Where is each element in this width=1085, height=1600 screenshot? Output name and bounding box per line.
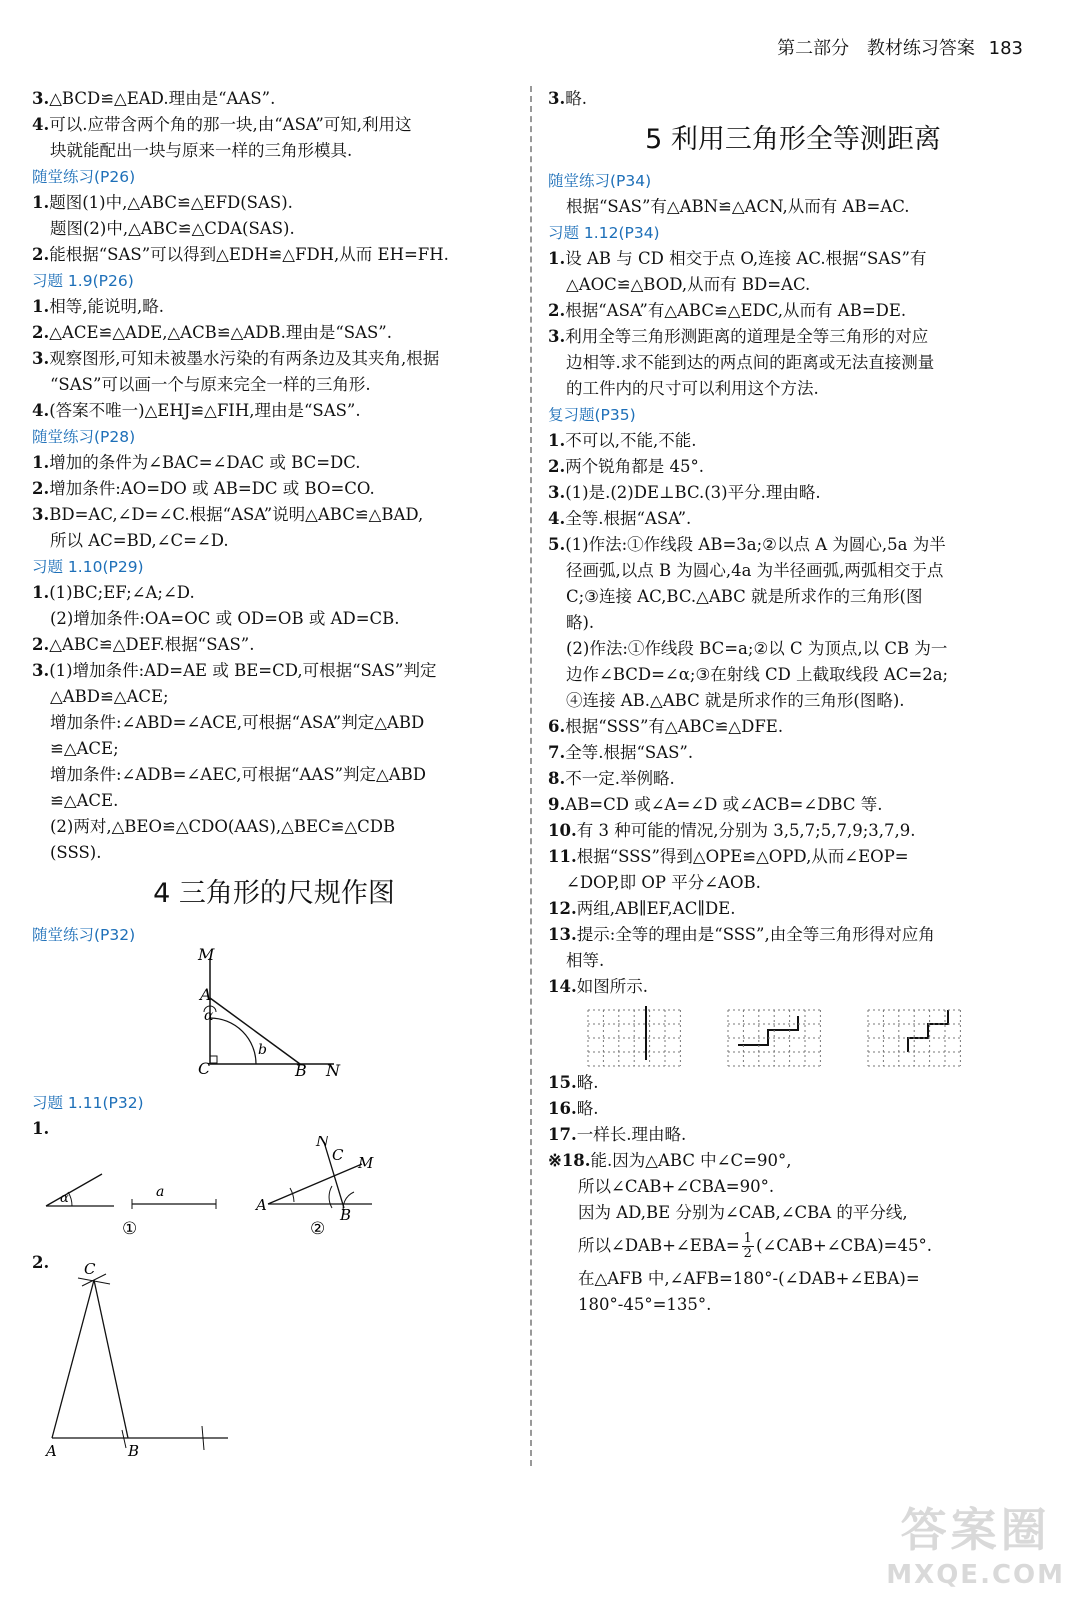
item-text: (1)BC;EF;∠A;∠D. bbox=[49, 583, 195, 602]
label-C-3: C bbox=[84, 1260, 96, 1278]
left-column bbox=[32, 86, 516, 1460]
q18-line: 因为 AD,BE 分别为∠CAB,∠CBA 的平分线, bbox=[578, 1203, 908, 1222]
answer-line bbox=[548, 974, 1038, 1000]
circle-2: ② bbox=[310, 1219, 326, 1239]
label-C-2: C bbox=[332, 1146, 344, 1164]
item-text: 不可以,不能,不能. bbox=[565, 431, 697, 450]
item-number: 5. bbox=[548, 535, 566, 554]
q18-text: 所以∠DAB+∠EBA= bbox=[578, 1236, 740, 1255]
item-text: 题图(2)中,△ABC≌△CDA(SAS). bbox=[50, 219, 295, 238]
item-text: △BCD≌△EAD.理由是“AAS”. bbox=[49, 89, 276, 108]
item-text: 增加条件:AO=DO 或 AB=DC 或 BO=CO. bbox=[49, 479, 375, 498]
item-text: 提示:全等的理由是“SSS”,由全等三角形得对应角 bbox=[576, 925, 935, 944]
item-text: (1)是.(2)DE⊥BC.(3)平分.理由略. bbox=[565, 483, 821, 502]
item-number: 14. bbox=[548, 977, 577, 996]
item-number: 3. bbox=[32, 505, 50, 524]
item-text: 设 AB 与 CD 相交于点 O,连接 AC.根据“SAS”有 bbox=[565, 249, 927, 268]
chapter-heading: 4 三角形的尺规作图 bbox=[153, 878, 395, 909]
answer-list bbox=[32, 294, 516, 424]
item-text: 根据“SSS”有△ABC≌△DFE. bbox=[565, 717, 784, 736]
answer-line bbox=[32, 502, 516, 528]
section-heading: 随堂练习(P34) bbox=[548, 172, 652, 190]
watermark-top: 答案圈 bbox=[900, 1503, 1051, 1557]
question-number: 1. bbox=[32, 1119, 50, 1138]
answer-line bbox=[32, 346, 516, 372]
item-text: 略. bbox=[565, 89, 587, 108]
answer-line bbox=[32, 320, 516, 346]
section-heading: 随堂练习(P32) bbox=[32, 926, 136, 944]
item-number: 3. bbox=[548, 89, 566, 108]
item-text: 边作∠BCD=∠α;③在射线 CD 上截取线段 AC=2a; bbox=[566, 665, 949, 684]
section-heading: 习题 1.11(P32) bbox=[32, 1094, 144, 1112]
answer-line bbox=[32, 86, 516, 112]
item-text: “SAS”可以画一个与原来完全一样的三角形. bbox=[50, 375, 371, 394]
q18-line: 能.因为△ABC 中∠C=90°, bbox=[590, 1151, 792, 1170]
fraction-num: 1 bbox=[743, 1231, 752, 1246]
item-text: △ACE≌△ADE,△ACB≌△ADB.理由是“SAS”. bbox=[49, 323, 392, 342]
question-number: ※18. bbox=[548, 1151, 591, 1170]
header-part: 第二部分 bbox=[777, 38, 850, 59]
item-number: 17. bbox=[548, 1125, 577, 1144]
answer-line bbox=[548, 324, 1038, 350]
label-C: C bbox=[198, 1059, 211, 1078]
answer-line bbox=[548, 922, 1038, 948]
q18-line bbox=[548, 1226, 1038, 1266]
item-number: 1. bbox=[32, 297, 50, 316]
answer-list bbox=[32, 580, 516, 866]
item-text: 两个锐角都是 45°. bbox=[565, 457, 704, 476]
fraction-den: 2 bbox=[743, 1246, 752, 1261]
answer-line bbox=[548, 766, 1038, 792]
item-number: 6. bbox=[548, 717, 566, 736]
chapter-heading: 5 利用三角形全等测距离 bbox=[645, 124, 941, 155]
answer-list bbox=[32, 190, 516, 268]
label-b: b bbox=[258, 1042, 267, 1058]
item-text: AB=CD 或∠A=∠D 或∠ACB=∠DBC 等. bbox=[565, 795, 883, 814]
item-number: 8. bbox=[548, 769, 566, 788]
answer-line bbox=[32, 450, 516, 476]
item-text: 有 3 种可能的情况,分别为 3,5,7;5,7,9;3,7,9. bbox=[576, 821, 916, 840]
item-text: (答案不唯一)△EHJ≌△FIH,理由是“SAS”. bbox=[49, 401, 361, 420]
answer-line bbox=[548, 896, 1038, 922]
item-text: 利用全等三角形测距离的道理是全等三角形的对应 bbox=[565, 327, 929, 346]
answer-line bbox=[548, 818, 1038, 844]
label-A: A bbox=[200, 985, 212, 1004]
item-text: (SSS). bbox=[50, 843, 102, 862]
item-text: 能根据“SAS”可以得到△EDH≌△FDH,从而 EH=FH. bbox=[49, 245, 449, 264]
item-text: 块就能配出一块与原来一样的三角形模具. bbox=[50, 141, 353, 160]
label-B: B bbox=[295, 1061, 307, 1080]
construction-figure-3 bbox=[32, 1250, 516, 1460]
answer-line bbox=[32, 840, 516, 866]
section-heading: 习题 1.10(P29) bbox=[32, 558, 144, 576]
item-number: 16. bbox=[548, 1099, 577, 1118]
left-top-list bbox=[32, 86, 516, 164]
item-text: BD=AC,∠D=∠C.根据“ASA”说明△ABC≌△BAD, bbox=[49, 505, 424, 524]
item-text: 相等. bbox=[566, 951, 605, 970]
answer-line bbox=[548, 1122, 1038, 1148]
section-heading: 习题 1.9(P26) bbox=[32, 272, 134, 290]
item-number: 11. bbox=[548, 847, 577, 866]
answer-list bbox=[548, 246, 1038, 402]
item-number: 1. bbox=[548, 249, 566, 268]
item-text: (2)两对,△BEO≌△CDO(AAS),△BEC≌△CDB bbox=[50, 817, 396, 836]
header-title: 教材练习答案 bbox=[866, 38, 975, 59]
item-text: 所以 AC=BD,∠C=∠D. bbox=[50, 531, 229, 550]
item-text: (1)增加条件:AD=AE 或 BE=CD,可根据“SAS”判定 bbox=[49, 661, 437, 680]
answer-list bbox=[548, 428, 1038, 1000]
item-text: △ABD≌△ACE; bbox=[50, 687, 169, 706]
answer-line bbox=[32, 372, 516, 398]
item-text: 两组,AB∥EF,AC∥DE. bbox=[576, 899, 736, 918]
item-text: 全等.根据“SAS”. bbox=[565, 743, 694, 762]
item-text: ≌△ACE. bbox=[50, 791, 119, 810]
answer-line bbox=[32, 294, 516, 320]
label-alpha-2: α bbox=[60, 1191, 69, 1206]
watermark-logo bbox=[886, 1494, 1065, 1590]
item-text: (2)增加条件:OA=OC 或 OD=OB 或 AD=CB. bbox=[50, 609, 400, 628]
item-number: 2. bbox=[32, 479, 50, 498]
answer-line bbox=[32, 580, 516, 606]
q18-line: 180°-45°=135°. bbox=[578, 1295, 712, 1314]
answer-list bbox=[548, 86, 1038, 112]
answer-line bbox=[32, 190, 516, 216]
answer-line bbox=[548, 1096, 1038, 1122]
answer-line bbox=[32, 658, 516, 684]
item-number: 3. bbox=[548, 327, 566, 346]
item-number: 7. bbox=[548, 743, 566, 762]
figure-2-svg bbox=[32, 1136, 512, 1246]
answer-line bbox=[32, 112, 516, 138]
watermark-bottom: MXQE.COM bbox=[886, 1560, 1065, 1590]
label-A-2: A bbox=[256, 1196, 267, 1214]
q18-line: 所以∠CAB+∠CBA=90°. bbox=[578, 1177, 775, 1196]
item-number: 4. bbox=[32, 401, 50, 420]
answer-line bbox=[548, 454, 1038, 480]
answer-line bbox=[548, 428, 1038, 454]
section-heading: 随堂练习(P26) bbox=[32, 168, 136, 186]
item-text: 的工件内的尺寸可以利用这个方法. bbox=[566, 379, 819, 398]
item-number: 1. bbox=[32, 193, 50, 212]
item-text: 略. bbox=[576, 1073, 599, 1092]
fraction-half bbox=[742, 1232, 754, 1261]
answer-line bbox=[548, 350, 1038, 376]
answer-line bbox=[548, 194, 1038, 220]
item-text: (1)作法:①作线段 AB=3a;②以点 A 为圆心,5a 为半 bbox=[565, 535, 946, 554]
section-heading: 随堂练习(P28) bbox=[32, 428, 136, 446]
item-text: 题图(1)中,△ABC≌△EFD(SAS). bbox=[49, 193, 293, 212]
answer-line bbox=[32, 242, 516, 268]
column-divider bbox=[530, 86, 532, 1466]
label-M: M bbox=[198, 948, 215, 964]
answer-line bbox=[32, 788, 516, 814]
item-number: 2. bbox=[32, 635, 50, 654]
answer-line bbox=[32, 216, 516, 242]
question-18 bbox=[548, 1148, 1038, 1318]
answer-line bbox=[548, 246, 1038, 272]
answer-line bbox=[32, 138, 516, 164]
label-B-3: B bbox=[128, 1442, 140, 1460]
answer-line bbox=[548, 86, 1038, 112]
answer-line bbox=[548, 636, 1038, 662]
label-M-2: M bbox=[358, 1154, 374, 1172]
item-text: 根据“SSS”得到△OPE≌△OPD,从而∠EOP= bbox=[576, 847, 909, 866]
answer-line bbox=[548, 870, 1038, 896]
answer-list bbox=[548, 1070, 1038, 1148]
answer-line bbox=[548, 376, 1038, 402]
label-alpha: α bbox=[204, 1008, 214, 1024]
answer-list bbox=[32, 450, 516, 554]
answer-line bbox=[32, 606, 516, 632]
q18-line: 在△AFB 中,∠AFB=180°-(∠DAB+∠EBA)= bbox=[578, 1269, 920, 1288]
item-text: △AOC≌△BOD,从而有 BD=AC. bbox=[566, 275, 811, 294]
label-B-2: B bbox=[340, 1206, 352, 1224]
answer-line bbox=[32, 814, 516, 840]
answer-line bbox=[548, 584, 1038, 610]
grid-figure-14 bbox=[548, 1000, 1038, 1070]
item-number: 2. bbox=[32, 245, 50, 264]
item-text: 不一定.举例略. bbox=[565, 769, 675, 788]
answer-line bbox=[548, 506, 1038, 532]
item-number: 3. bbox=[548, 483, 566, 502]
answer-line bbox=[32, 398, 516, 424]
item-text: 根据“SAS”有△ABN≌△ACN,从而有 AB=AC. bbox=[566, 197, 910, 216]
item-text: 略). bbox=[566, 613, 595, 632]
answer-line bbox=[548, 558, 1038, 584]
circle-1: ① bbox=[122, 1219, 138, 1239]
item-text: (2)作法:①作线段 BC=a;②以 C 为顶点,以 CB 为一 bbox=[566, 639, 948, 658]
item-text: 可以.应带含两个角的那一块,由“ASA”可知,利用这 bbox=[49, 115, 412, 134]
item-text: 观察图形,可知未被墨水污染的有两条边及其夹角,根据 bbox=[49, 349, 440, 368]
answer-line bbox=[548, 948, 1038, 974]
answer-line bbox=[548, 740, 1038, 766]
label-A-3: A bbox=[46, 1442, 57, 1460]
item-text: C;③连接 AC,BC.△ABC 就是所求作的三角形(图 bbox=[566, 587, 923, 606]
answer-line bbox=[548, 610, 1038, 636]
item-number: 1. bbox=[32, 583, 50, 602]
item-number: 2. bbox=[32, 323, 50, 342]
item-number: 4. bbox=[32, 115, 50, 134]
answer-list bbox=[548, 194, 1038, 220]
item-number: 9. bbox=[548, 795, 566, 814]
page-header bbox=[777, 34, 1023, 60]
construction-figure-2 bbox=[32, 1116, 516, 1250]
item-text: 增加条件:∠ABD=∠ACE,可根据“ASA”判定△ABD bbox=[50, 713, 425, 732]
item-number: 3. bbox=[32, 349, 50, 368]
answer-line bbox=[548, 1070, 1038, 1096]
item-number: 3. bbox=[32, 89, 50, 108]
item-number: 2. bbox=[548, 301, 566, 320]
label-N: N bbox=[326, 1061, 340, 1080]
item-text: ④连接 AB.△ABC 就是所求作的三角形(图略). bbox=[566, 691, 905, 710]
item-text: △ABC≌△DEF.根据“SAS”. bbox=[49, 635, 255, 654]
item-number: 1. bbox=[32, 453, 50, 472]
answer-line bbox=[32, 736, 516, 762]
item-number: 1. bbox=[548, 431, 566, 450]
section-heading: 复习题(P35) bbox=[548, 406, 636, 424]
item-number: 15. bbox=[548, 1073, 577, 1092]
item-text: 根据“ASA”有△ABC≌△EDC,从而有 AB=DE. bbox=[565, 301, 907, 320]
answer-line bbox=[32, 476, 516, 502]
label-a: a bbox=[156, 1184, 165, 1200]
answer-line bbox=[548, 714, 1038, 740]
q18-text: (∠CAB+∠CBA)=45°. bbox=[755, 1236, 932, 1255]
item-text: 一样长.理由略. bbox=[576, 1125, 687, 1144]
item-number: 2. bbox=[548, 457, 566, 476]
answer-line bbox=[32, 684, 516, 710]
answer-line bbox=[32, 710, 516, 736]
answer-line bbox=[548, 792, 1038, 818]
page-number: 183 bbox=[988, 38, 1023, 59]
answer-line bbox=[548, 844, 1038, 870]
item-text: ∠DOP,即 OP 平分∠AOB. bbox=[566, 873, 761, 892]
answer-line bbox=[548, 662, 1038, 688]
grid-figure-svg bbox=[548, 1000, 1038, 1070]
right-column bbox=[548, 86, 1038, 1318]
item-number: 4. bbox=[548, 509, 566, 528]
answer-line bbox=[548, 688, 1038, 714]
answer-line bbox=[32, 528, 516, 554]
item-text: ≌△ACE; bbox=[50, 739, 119, 758]
item-number: 3. bbox=[32, 661, 50, 680]
figure-3-svg bbox=[32, 1260, 292, 1460]
section-heading: 习题 1.12(P34) bbox=[548, 224, 660, 242]
item-number: 13. bbox=[548, 925, 577, 944]
item-text: 略. bbox=[576, 1099, 599, 1118]
answer-line bbox=[548, 532, 1038, 558]
item-text: 相等,能说明,略. bbox=[49, 297, 164, 316]
label-N-2: N bbox=[316, 1136, 330, 1150]
item-text: 全等.根据“ASA”. bbox=[565, 509, 692, 528]
figure-1-svg bbox=[182, 948, 502, 1082]
construction-figure-1 bbox=[32, 948, 516, 1082]
item-text: 边相等.求不能到达的两点间的距离或无法直接测量 bbox=[566, 353, 935, 372]
question-number: 2. bbox=[32, 1253, 50, 1272]
answer-line bbox=[548, 480, 1038, 506]
item-text: 径画弧,以点 B 为圆心,4a 为半径画弧,两弧相交于点 bbox=[566, 561, 944, 580]
answer-line bbox=[32, 632, 516, 658]
item-number: 12. bbox=[548, 899, 577, 918]
item-text: 增加的条件为∠BAC=∠DAC 或 BC=DC. bbox=[49, 453, 361, 472]
item-text: 增加条件:∠ADB=∠AEC,可根据“AAS”判定△ABD bbox=[50, 765, 427, 784]
answer-line bbox=[548, 272, 1038, 298]
item-text: 如图所示. bbox=[576, 977, 648, 996]
answer-line bbox=[32, 762, 516, 788]
answer-line bbox=[548, 298, 1038, 324]
item-number: 10. bbox=[548, 821, 577, 840]
